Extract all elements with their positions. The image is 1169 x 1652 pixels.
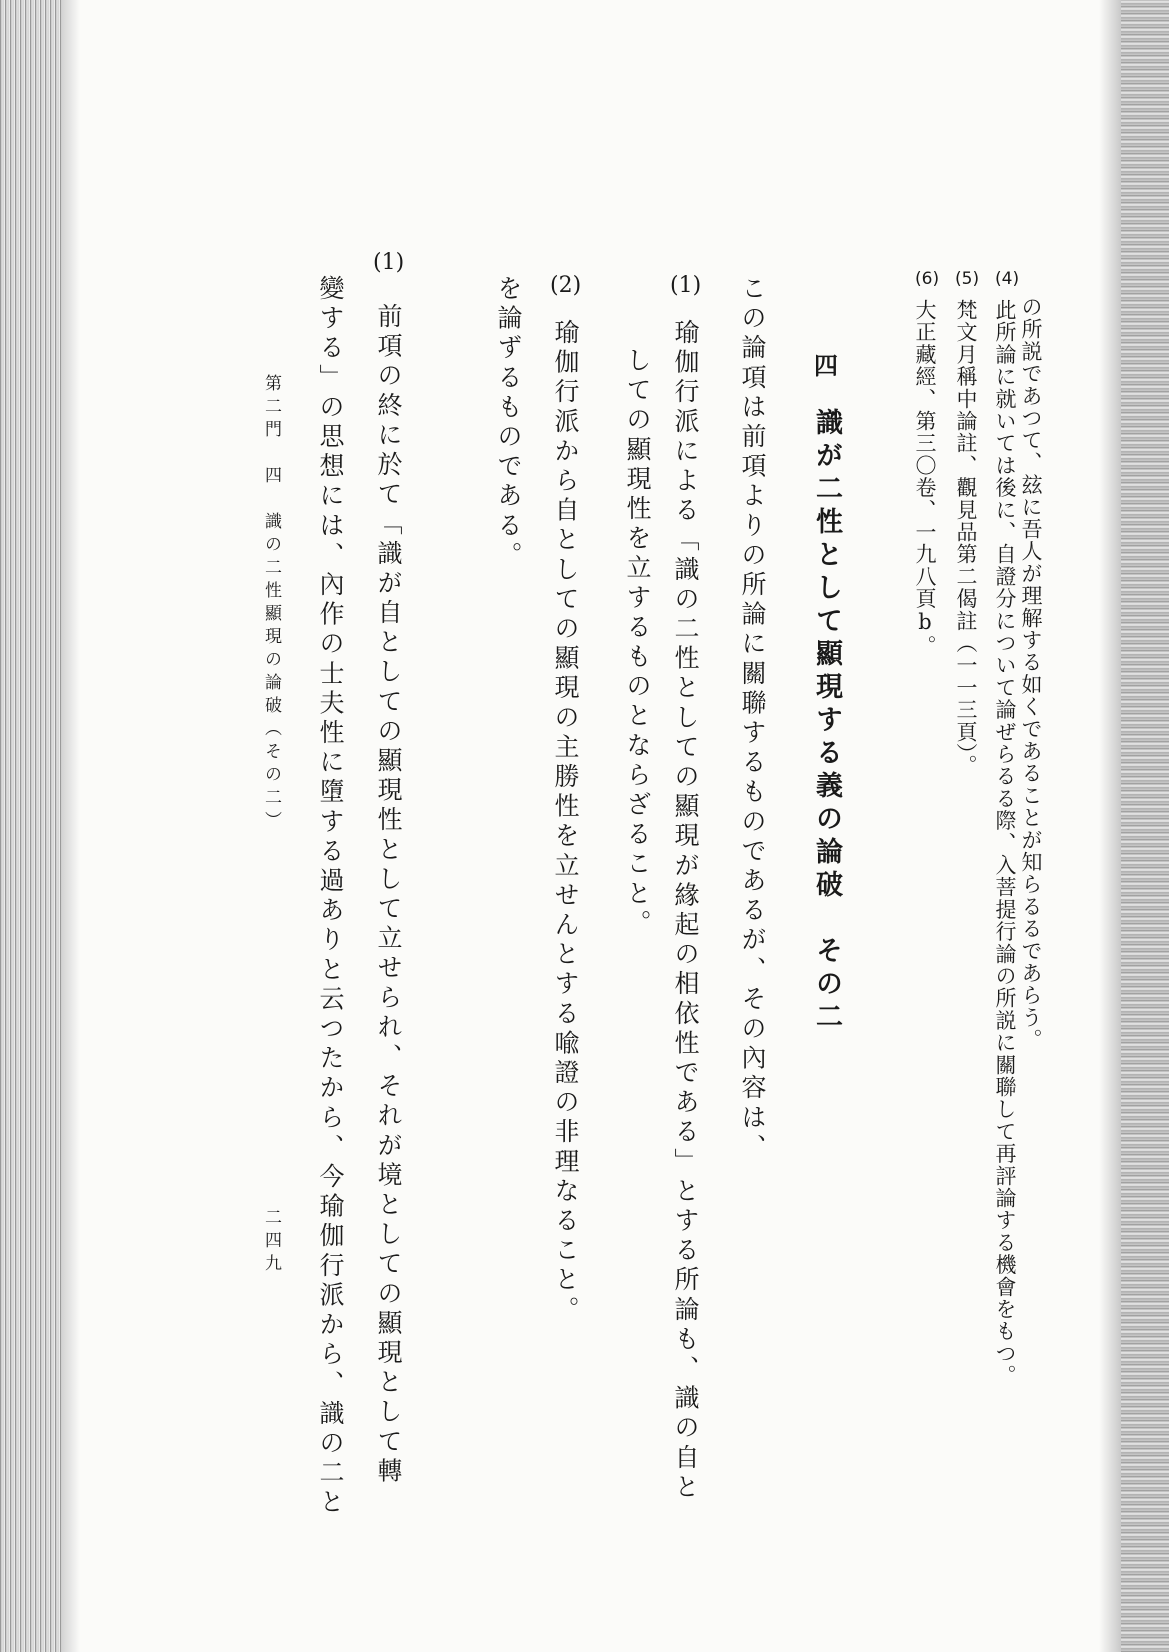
- sub-1-marker: (1): [373, 250, 405, 275]
- footnote-continuation: の所説であつて、玆に吾人が理解する如くであることが知らるるであらう。: [1019, 296, 1043, 1051]
- item-2-marker: (2): [550, 273, 582, 298]
- footnote-5-text: 梵文月稱中論註、觀見品第二偈註（一一三頁）。: [954, 299, 978, 777]
- body-intro: この論項は前項よりの所論に關聯するものであるが、その內容は、: [738, 275, 767, 1163]
- item-2-line-1: 瑜伽行派から自としての顯現の主勝性を立せんとする喩證の非理なること。: [551, 319, 580, 1326]
- footnote-4-marker: (4): [995, 269, 1020, 289]
- item-1-line-2: しての顯現性を立するものとならざること。: [623, 347, 652, 939]
- item-1-marker: (1): [670, 273, 702, 298]
- running-head: 第二門 四 識の二性顯現の論破（その二）: [261, 374, 281, 834]
- binding-shadow-fade: [62, 0, 80, 1652]
- binding-shadow: [0, 0, 62, 1652]
- item-1-line-1: 瑜伽行派による「識の二性としての顯現が緣起の相依性である」とする所論も、識の自と: [671, 319, 700, 1503]
- footnote-4-text: 此所論に就いては後に、自證分について論ぜらるる際、入菩提行論の所説に關聯して再評論する機會をもつ。: [993, 299, 1017, 1387]
- footnote-6-text: 大正藏經、第三〇卷、一九八頁b。: [913, 299, 937, 658]
- section-number: 四: [814, 351, 838, 380]
- scan-edge: [1121, 0, 1169, 1652]
- section-heading: 識が二性として顯現する義の論破 その二: [811, 408, 842, 1035]
- page-number: 二四九: [261, 1208, 281, 1277]
- footnote-6-marker: (6): [915, 269, 940, 289]
- scan-edge-fade: [1099, 0, 1121, 1652]
- footnote-5-marker: (5): [955, 269, 980, 289]
- body-closing: を論ずるものである。: [494, 275, 523, 571]
- sub-1-line-1: 前項の終に於て「識が自としての顯現性として立せられ、それが境としての顯現として轉: [374, 303, 403, 1487]
- sub-1-line-2: 變する」の思想には、內作の士夫性に墮する過ありと云つたから、今瑜伽行派から、識の二と: [316, 275, 345, 1519]
